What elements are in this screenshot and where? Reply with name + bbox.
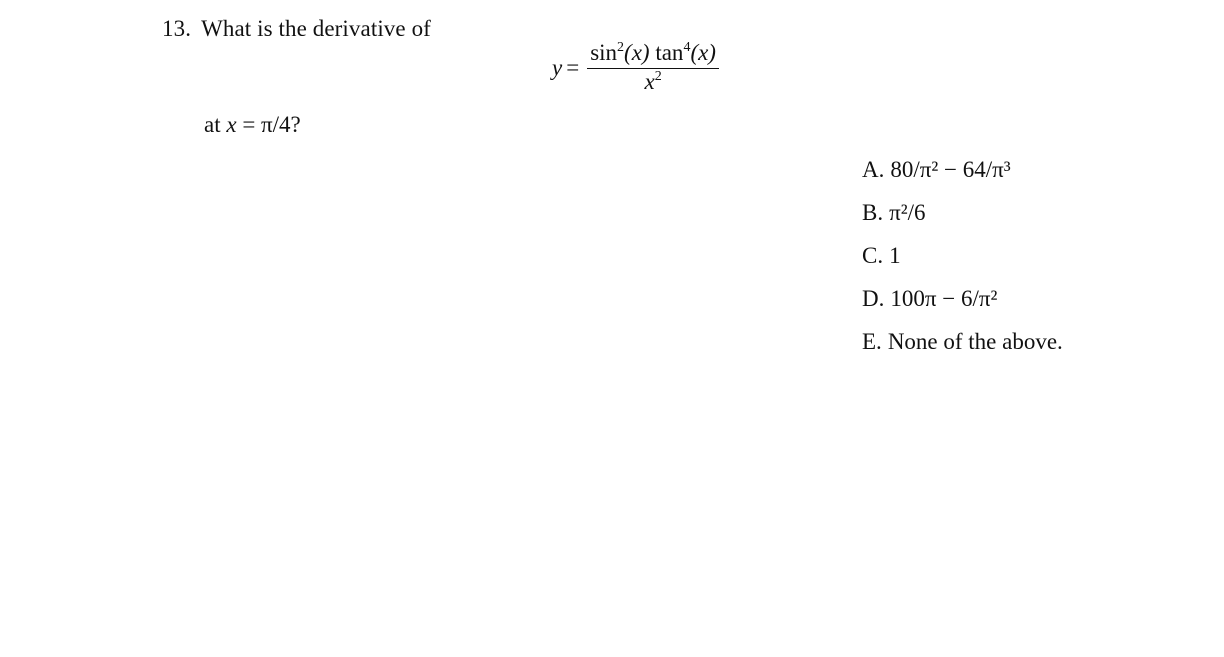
evaluation-point [204, 112, 301, 138]
formula-lhs: y [552, 54, 563, 80]
choice-text: None of the above. [887, 329, 1063, 354]
choice-c[interactable] [862, 239, 1063, 282]
choice-a[interactable] [862, 153, 1063, 196]
choice-text: 80/π² − 64/π³ [890, 157, 1011, 182]
formula-fraction [587, 40, 719, 95]
choice-e[interactable] [862, 325, 1063, 368]
eval-value: = π/4? [242, 112, 301, 137]
numerator-tan-exponent: 4 [683, 40, 691, 55]
numerator-tan-argument: (x) [690, 40, 716, 65]
denominator-exponent: 2 [654, 69, 662, 85]
numerator-sin-argument: (x) [624, 40, 650, 65]
numerator-sin: sin [590, 40, 618, 65]
choice-letter: C. [862, 243, 884, 268]
formula-denominator [644, 69, 661, 95]
formula-numerator [587, 40, 719, 68]
choice-letter: D. [862, 286, 885, 311]
choice-text: 100π − 6/π² [890, 286, 998, 311]
choice-letter: E. [862, 329, 882, 354]
choice-letter: A. [862, 157, 885, 182]
eval-variable: x [226, 112, 237, 137]
question-stem [162, 16, 431, 42]
choice-b[interactable] [862, 196, 1063, 239]
choice-text: 1 [889, 243, 901, 268]
answer-choices [862, 153, 1063, 368]
choice-d[interactable] [862, 282, 1063, 325]
question-text: What is the derivative of [201, 16, 431, 41]
choice-letter: B. [862, 200, 884, 225]
numerator-sin-exponent: 2 [617, 40, 625, 55]
choice-text: π²/6 [889, 200, 926, 225]
question-number: 13. [162, 16, 192, 41]
denominator-base: x [644, 69, 655, 95]
derivative-formula [552, 40, 719, 95]
formula-equals: = [566, 54, 580, 80]
eval-prefix: at [204, 112, 221, 137]
numerator-tan: tan [655, 40, 684, 65]
